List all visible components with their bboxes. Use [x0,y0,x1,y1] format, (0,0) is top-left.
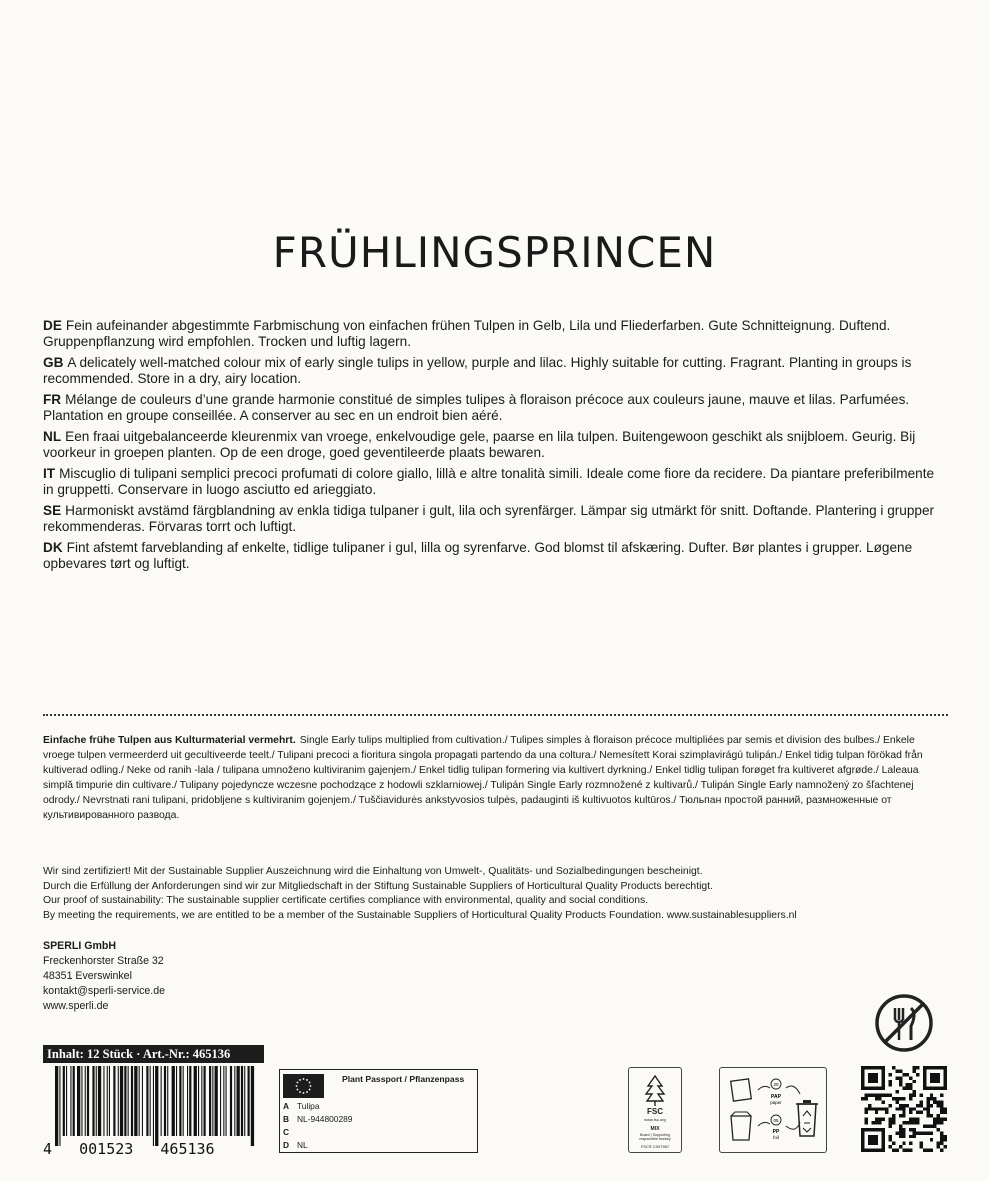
eu-star [299,1079,301,1081]
barcode-bar [244,1066,245,1136]
qr-module [919,1104,922,1107]
qr-module [944,1135,947,1138]
barcode-bar [96,1066,97,1136]
qr-module [909,1121,912,1124]
qr-module [878,1107,881,1110]
qr-module [937,1114,940,1117]
qr-module [909,1083,912,1086]
qr-module [889,1118,892,1121]
qr-module [889,1121,892,1124]
eu-star [297,1082,299,1084]
qr-module [919,1131,922,1134]
qr-module [926,1111,929,1114]
passport-row-d: D NL [283,1140,308,1150]
qr-module [899,1135,902,1138]
qr-module [899,1131,902,1134]
qr-module [875,1097,878,1100]
qr-module [902,1097,905,1100]
qr-module [889,1138,892,1141]
qr-module [902,1114,905,1117]
barcode-bar [167,1066,168,1136]
descriptions [43,318,948,577]
desc-fr: FR Mélange de couleurs d’une grande harmonie constitué de simples tulipes à floraison précoce aux couleurs jaune, mauve et lilas. Parfumées. Plantation en groupe conseillée. A conserver au sec en un endroit bien aéré. [43,392,910,423]
qr-module [916,1111,919,1114]
qr-module [916,1073,919,1076]
qr-module [944,1145,947,1148]
qr-module [940,1142,943,1145]
qr-module [892,1149,895,1152]
qr-module [923,1131,926,1134]
barcode-bar [63,1066,65,1136]
qr-module [926,1131,929,1134]
barcode-bar [66,1066,67,1136]
qr-module [930,1094,933,1097]
qr-module [913,1128,916,1131]
passport-row-c: C [283,1127,290,1137]
qr-module [899,1124,902,1127]
qr-module [899,1076,902,1079]
qr-module [895,1090,898,1093]
barcode-bar [189,1066,191,1136]
qr-module [913,1080,916,1083]
qr-module [892,1066,895,1069]
qr-module [926,1107,929,1110]
qr-module [940,1121,943,1124]
eu-star [303,1092,305,1094]
qr-module [930,1124,933,1127]
qr-module [895,1076,898,1079]
qr-module [868,1073,878,1083]
cert-line: Wir sind zertifiziert! Mit der Sustainable Supplier Auszeichnung wird die Einhaltung von Umwelt-, Qualitäts- und Sozialbedingungen bescheinigt. [43,866,703,877]
qr-module [923,1107,926,1110]
qr-module [940,1094,943,1097]
qr-module [926,1149,929,1152]
barcode-digits: 4 001523 465136 [43,1140,215,1156]
qr-module [899,1114,902,1117]
barcode-bar [230,1066,232,1136]
eu-star [306,1091,308,1093]
barcode-bar [59,1066,60,1146]
barcode-bar [70,1066,71,1136]
qr-module [889,1080,892,1083]
eu-star [309,1082,311,1084]
desc-dk: DK Fint afstemt farveblanding af enkelte, tidlige tulipaner i gul, lilla og syrenfarve. God blomst til afskæring. Dufter. Bør plantes i grupper. Løgene opbevares tørt og luftigt. [43,540,913,571]
qr-module [940,1107,943,1110]
barcode-bar [226,1066,227,1136]
origin-statement: Einfache frühe Tulpen aus Kulturmaterial vermehrt. Single Early tulips multiplied from cultivation./ Tulipes simples à floraison précoce multipliées par semis et division des bulbes./ Enkele vroege tulpen vermeerderd uit gecultiveerde teelt./ Tulipani precoci a fioritura singola propagati partendo da una coltura./ Nemesített Korai szimplavirágú tulipán./ Enkel tidig tulpan förökad från kultiverad odling./ Neke od ranih -lala / tulipana umnoženo kultiviranim gajenjem./ Enkel tidlig tulipan formering via kultivert dyrkning./ Enkel tidlig tulipan forøget fra kultiveret afgrøde./ Laleaua simplă timpurie din cultivare./ Tulipany pojedyncze wczesne pochodzące z hodowli szklarniowej./ Tulipán Single Early rozmnožené z kultivarů./ Tulipán Single Early namnožený zo šľachtenej odrody./ Nevrstnati rani tulipani, pridobljene s kultiviranim gojenjem./ Tuščiavidurės ankstyvosios tulpės, padauginti iš kultivuotos kultūros./ Тюльпан простой ранний, размноженные от культивированного развода. [43,735,923,821]
barcode-bar [55,1066,58,1146]
qr-module [926,1100,929,1103]
barcode-bar [153,1066,154,1146]
qr-module [875,1094,878,1097]
svg-text:20: 20 [773,1082,779,1087]
barcode-bar [220,1066,221,1136]
qr-module [909,1107,912,1110]
qr-module [902,1142,905,1145]
qr-module [916,1121,919,1124]
qr-module [913,1135,916,1138]
barcode-bar [77,1066,80,1136]
qr-module [937,1145,940,1148]
qr-module [889,1124,892,1127]
qr-module [902,1073,905,1076]
desc-de: DE Fein aufeinander abgestimmte Farbmischung von einfachen frühen Tulpen in Gelb, Lila und Fliederfarben. Gute Schnitteignung. Duftend. Gruppenpflanzung wird empfohlen. Trocken und luftig lagern. [43,318,891,349]
website: www.sperli.de [43,1000,109,1012]
company-name: SPERLI GmbH [43,940,116,952]
barcode-bar [241,1066,243,1136]
qr-module [906,1087,909,1090]
barcode-bar [81,1066,82,1136]
qr-module [923,1149,926,1152]
qr-module [940,1104,943,1107]
qr-module [937,1118,940,1121]
barcode-bar [204,1066,206,1136]
barcode-bar [118,1066,119,1136]
qr-module [909,1149,912,1152]
barcode-bar [234,1066,235,1136]
qr-module [889,1083,892,1086]
qr-module [909,1087,912,1090]
qr-module [933,1097,936,1100]
barcode-bar [120,1066,123,1136]
qr-module [892,1142,895,1145]
barcode-bar [201,1066,202,1136]
barcode-bar [107,1066,108,1136]
cert-line: By meeting the requirements, we are entitled to be a member of the Sustainable Suppliers of Horticultural Quality Products Foundation. www.sustainablesuppliers.nl [43,909,797,921]
qr-module [864,1097,867,1100]
barcode-bar [176,1066,177,1136]
barcode-bar [155,1066,158,1146]
qr-module [909,1128,912,1131]
passport-row-a: A Tulipa [283,1101,320,1111]
qr-module [913,1090,916,1093]
qr-module [919,1145,922,1148]
barcode-bar [124,1066,126,1136]
qr-module [868,1094,871,1097]
desc-it: IT Miscuglio di tulipani semplici precoci profumati di colore giallo, lillà e altre tonalità simili. Ideale come fiore da recidere. Da piantare preferibilmente in gruppetti. Conservare in luogo asciutto ed arieggiato. [43,466,935,497]
qr-module [868,1135,878,1145]
qr-module [885,1107,888,1110]
svg-text:responsible forestry: responsible forestry [639,1137,671,1141]
barcode-bar [164,1066,166,1136]
barcode-bar [134,1066,137,1136]
barcode-bar [183,1066,184,1136]
barcode-bar [215,1066,218,1136]
barcode-bar [223,1066,224,1136]
qr-module [878,1118,881,1121]
qr-module [882,1094,885,1097]
barcode-bar [131,1066,133,1136]
qr-module [875,1118,878,1121]
eu-star [306,1079,308,1081]
qr-module [878,1097,881,1100]
barcode-bar [198,1066,199,1136]
svg-text:foil: foil [773,1135,779,1140]
desc-gb: GB A delicately well-matched colour mix of early single tulips in yellow, purple and lilac. Highly suitable for cutting. Fragrant. Planting in groups is recommended. Store in a dry, airy location. [43,355,912,386]
qr-module [926,1114,929,1117]
qr-module [899,1128,902,1131]
city: 48351 Everswinkel [43,970,132,982]
qr-module [902,1128,905,1131]
dotted-divider [43,714,948,716]
qr-module [937,1121,940,1124]
barcode-bar [251,1066,254,1146]
qr-module [899,1104,902,1107]
barcode-bar [85,1066,86,1136]
fsc-tree-icon [629,1068,681,1152]
qr-module [919,1142,922,1145]
qr-module [875,1121,878,1124]
qr-module [940,1100,943,1103]
qr-module [944,1138,947,1141]
svg-text:05: 05 [773,1118,779,1123]
barcode-bar [150,1066,151,1136]
qr-module [944,1111,947,1114]
street: Freckenhorster Straße 32 [43,955,164,967]
qr-module [871,1094,874,1097]
svg-text:PAP: PAP [771,1094,781,1100]
barcode-bar [73,1066,75,1136]
qr-module [906,1149,909,1152]
qr-module [902,1131,905,1134]
barcode-bar [98,1066,101,1136]
qr-module [871,1121,874,1124]
qr-module [919,1111,922,1114]
qr-module [889,1094,892,1097]
barcode-bar [248,1066,250,1136]
qr-module [895,1131,898,1134]
barcode-bar [146,1066,148,1136]
barcode-bar [87,1066,89,1136]
qr-module [919,1100,922,1103]
svg-text:paper: paper [770,1100,782,1105]
content-label: Inhalt: 12 Stück · Art.-Nr.: 465136 [43,1045,264,1063]
eu-star [303,1078,305,1080]
qr-module [933,1118,936,1121]
qr-module [944,1118,947,1121]
eu-star [310,1085,312,1087]
qr-module [940,1135,943,1138]
qr-module [940,1138,943,1141]
barcode-bar [179,1066,181,1136]
qr-module [909,1076,912,1079]
barcode-bar [237,1066,240,1136]
barcode-bar [113,1066,115,1136]
qr-module [902,1111,905,1114]
barcode-bar [187,1066,188,1136]
no-food-contact-icon [873,992,935,1054]
qr-module [895,1097,898,1100]
qr-module [899,1097,902,1100]
barcode-bar [109,1066,110,1136]
eu-star [299,1091,301,1093]
eu-star [296,1085,298,1087]
barcode-bar [194,1066,197,1136]
qr-module [878,1121,881,1124]
qr-module [895,1100,898,1103]
qr-module [895,1069,898,1072]
qr-module [930,1114,933,1117]
email: kontakt@sperli-service.de [43,985,166,997]
qr-code [861,1066,947,1152]
fsc-logo [628,1067,682,1153]
qr-module [926,1104,929,1107]
qr-module [930,1097,933,1100]
qr-module [940,1118,943,1121]
qr-module [878,1094,881,1097]
qr-module [916,1118,919,1121]
passport-title: Plant Passport / Pflanzenpass [342,1074,465,1084]
qr-module [906,1104,909,1107]
qr-module [868,1107,871,1110]
qr-module [909,1111,912,1114]
qr-module [937,1104,940,1107]
eu-star [309,1089,311,1091]
qr-module [864,1111,867,1114]
qr-module [892,1118,895,1121]
qr-module [926,1097,929,1100]
qr-module [864,1118,867,1121]
qr-module [913,1121,916,1124]
qr-module [899,1083,902,1086]
qr-module [930,1138,933,1141]
svg-text:Board | Supporting: Board | Supporting [640,1133,670,1137]
qr-module [909,1135,912,1138]
qr-module [899,1080,902,1083]
svg-text:MIX: MIX [650,1126,660,1132]
qr-module [861,1097,864,1100]
svg-text:www.fsc.org: www.fsc.org [644,1117,666,1122]
qr-module [933,1100,936,1103]
svg-text:PP: PP [772,1129,780,1135]
eu-star [297,1089,299,1091]
qr-module [902,1135,905,1138]
qr-module [916,1066,919,1069]
qr-module [926,1124,929,1127]
qr-module [906,1083,909,1086]
qr-module [909,1118,912,1121]
qr-module [885,1111,888,1114]
barcode-bar [139,1066,140,1136]
barcode-bar [92,1066,94,1136]
qr-module [868,1104,871,1107]
qr-module [937,1100,940,1103]
qr-module [864,1094,867,1097]
qr-module [913,1094,916,1097]
qr-module [913,1069,916,1072]
eu-flag-icon [283,1074,324,1098]
qr-module [875,1107,878,1110]
qr-module [885,1094,888,1097]
qr-module [933,1124,936,1127]
qr-module [909,1097,912,1100]
barcode-bar [103,1066,104,1136]
qr-module [940,1149,943,1152]
qr-module [882,1107,885,1110]
qr-module [930,1104,933,1107]
qr-module [906,1073,909,1076]
cert-line: Our proof of sustainability: The sustainable supplier certificate certifies compliance with environmental, quality and social conditions. [43,895,649,906]
qr-module [882,1100,885,1103]
barcode [43,1066,265,1156]
qr-module [899,1107,902,1110]
qr-module [889,1145,892,1148]
plant-passport [279,1069,478,1153]
qr-module [899,1145,902,1148]
passport-row-b: B NL-944800289 [283,1114,353,1124]
qr-module [916,1131,919,1134]
qr-module [902,1087,905,1090]
barcode-bar [161,1066,162,1136]
svg-text:FSC® C007957: FSC® C007957 [640,1144,670,1149]
qr-module [902,1149,905,1152]
qr-module [944,1107,947,1110]
qr-module [889,1073,892,1076]
qr-module [864,1107,867,1110]
desc-se: SE Harmoniskt avstämd färgblandning av enkla tidiga tulpaner i gult, lila och syrenfärger. Lämpar sig utmärkt för snitt. Doftande. Plantering i grupper rekommenderas. Förvaras torrt och luftigt. [43,503,935,534]
qr-module [889,1135,892,1138]
barcode-bar [128,1066,129,1136]
qr-module [902,1107,905,1110]
qr-module [933,1121,936,1124]
qr-module [895,1107,898,1110]
qr-module [895,1149,898,1152]
certification-text [43,865,948,923]
qr-module [916,1104,919,1107]
qr-module [913,1107,916,1110]
company-address [43,939,165,1014]
qr-module [871,1107,874,1110]
qr-module [882,1118,885,1121]
qr-module [906,1121,909,1124]
svg-text:FSC: FSC [647,1107,663,1116]
qr-module [940,1131,943,1134]
qr-module [875,1111,878,1114]
qr-module [902,1104,905,1107]
qr-module [892,1114,895,1117]
qr-module [892,1121,895,1124]
qr-module [899,1069,902,1072]
desc-nl: NL Een fraai uitgebalanceerde kleurenmix van vroege, enkelvoudige gele, paarse en lila tulpen. Buitengewoon geschikt als snijbloem. Geurig. Bij voorkeur in groepen planten. Op de een droge, goed geventileerde plaats bewaren. [43,429,916,460]
qr-module [913,1118,916,1121]
qr-module [913,1131,916,1134]
qr-module [930,1073,940,1083]
cert-line: Durch die Erfüllung der Anforderungen sind wir zur Mitgliedschaft in der Stiftung Sustainable Suppliers of Horticultural Quality Products berechtigt. [43,880,713,892]
qr-module [937,1128,940,1131]
barcode-bar [212,1066,213,1136]
qr-module [930,1149,933,1152]
qr-module [909,1094,912,1097]
qr-module [913,1066,916,1069]
recycling-icon [719,1067,827,1153]
qr-module [940,1111,943,1114]
qr-module [892,1097,895,1100]
barcode-bar [172,1066,175,1136]
qr-module [889,1104,892,1107]
qr-module [923,1124,926,1127]
qr-module [902,1121,905,1124]
qr-module [864,1121,867,1124]
product-title: FRÜHLINGSPRINCEN [272,228,717,277]
qr-module [930,1131,933,1134]
barcode-bar [142,1066,143,1136]
qr-module [909,1142,912,1145]
barcode-bar [209,1066,211,1136]
qr-module [937,1142,940,1145]
qr-module [919,1094,922,1097]
